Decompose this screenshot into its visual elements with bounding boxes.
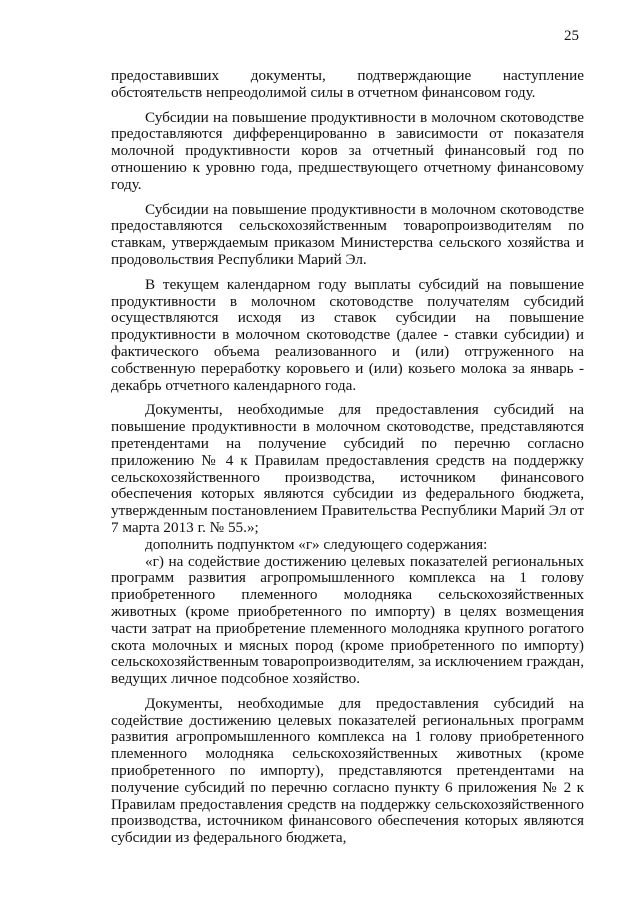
paragraph: Документы, необходимые для предоставления субсидий на содействие достижению целевых показателей региональных программ развития агропромышленного комплекса на 1 голову приобретенного племенного молодняка сельскохозяйственных животных (кроме приобретенного по импорту), представляются претендентами на получение субсидий по перечню согласно пункту 6 приложения № 2 к Правилам предоставления средств на поддержку сельскохозяйственного производства, источником финансового обеспечения которых являются субсидии из федерального бюджета, [111,694,584,847]
paragraph: Субсидии на повышение продуктивности в молочном скотоводстве предоставляются сельскохозяйственным товаропроизводителям по ставкам, утверждаемым приказом Министерства сельского хозяйства и продовольствия Республики Марий Эл. [111,200,584,268]
paragraph: Документы, необходимые для предоставления субсидий на повышение продуктивности в молочном скотоводстве, представляются претендентами на получение субсидий по перечню согласно приложению № 4 к Правилам предоставления средств на поддержку сельскохозяйственного производства, источником финансового обеспечения которых являются субсидии из федерального бюджета, утвержденным постановлением Правительства Республики Марий Эл от 7 марта 2013 г. № 55.»; [111,401,584,536]
page-number: 25 [564,28,579,44]
paragraph: Субсидии на повышение продуктивности в молочном скотоводстве предоставляются дифференцированно в зависимости от показателя молочной продуктивности коров за отчетный финансовый год по отношению к уровню года, предшествующего отчетному финансовому году. [111,108,584,193]
paragraph: дополнить подпунктом «г» следующего содержания: [145,535,488,553]
paragraph: «г) на содействие достижению целевых показателей региональных программ развития агропромышленного комплекса на 1 голову приобретенного племенного молодняка сельскохозяйственных животных (кроме приобретенного по импорту) в целях возмещения части затрат на приобретение племенного молодняка крупного рогатого скота молочных и мясных пород (кроме приобретенного по импорту) сельскохозяйственным товаропроизводителям, за исключением граждан, ведущих личное подсобное хозяйство. [111,552,584,688]
document-body [111,68,584,847]
paragraph: В текущем календарном году выплаты субсидий на повышение продуктивности в молочном скотоводстве получателям субсидий осуществляются исходя из ставок субсидии на повышение продуктивности в молочном скотоводстве (далее - ставки субсидии) и фактического объема реализованного и (или) отгруженного на собственную переработку коровьего и (или) козьего молока за январь - декабрь отчетного календарного года. [111,275,584,394]
paragraph: предоставивших документы, подтверждающие наступление обстоятельств непреодолимой силы в отчетном финансовом году. [111,67,584,101]
